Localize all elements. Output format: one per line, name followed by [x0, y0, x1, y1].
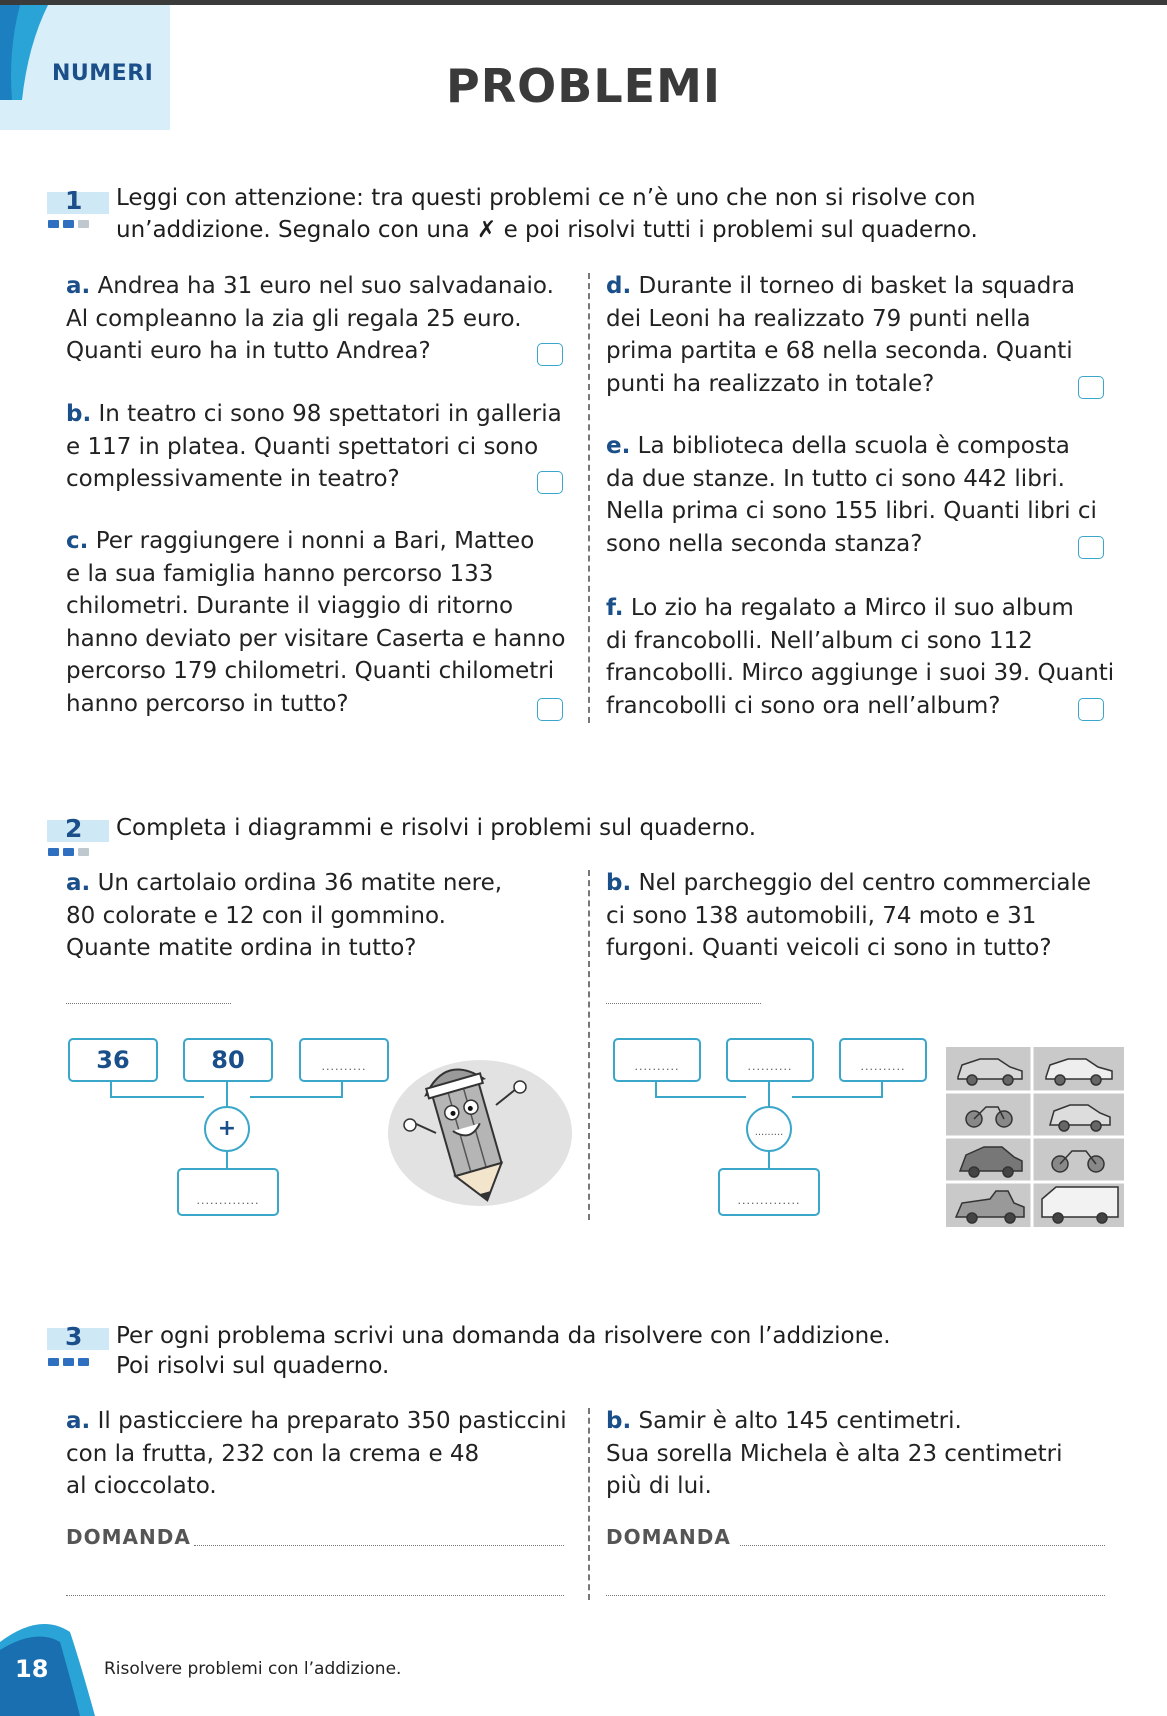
diagram-b-operator[interactable]: ......... — [746, 1106, 792, 1152]
footer-caption: Risolvere problemi con l’addizione. — [104, 1659, 402, 1679]
answer-line-2a[interactable] — [66, 1003, 231, 1004]
question-line-b-2[interactable] — [606, 1595, 1105, 1596]
exercise-number-3: 3 — [47, 1328, 109, 1350]
checkbox-1e[interactable] — [1078, 536, 1104, 559]
problem-3b: b. Samir è alto 145 centimetri. Sua sorella Michela è alta 23 centimetri più di lui. — [606, 1408, 1063, 1499]
domanda-label-a: DOMANDA — [66, 1525, 191, 1549]
vehicles-grid-icon — [946, 1047, 1124, 1227]
diagram-a-box-2[interactable]: 80 — [183, 1038, 273, 1082]
problem-1d: d. Durante il torneo di basket la squadra dei Leoni ha realizzato 79 punti nella prima partita e 68 nella seconda. Quanti punti ha realizzato in totale? — [606, 273, 1075, 397]
exercise-3-instruction-line-1: Per ogni problema scrivi una domanda da risolvere con l’addizione. — [116, 1323, 891, 1349]
diagram-a-operator[interactable]: + — [204, 1106, 250, 1152]
checkbox-1d[interactable] — [1078, 376, 1104, 399]
column-divider — [588, 1408, 590, 1600]
checkbox-1f[interactable] — [1078, 698, 1104, 721]
exercise-number-1: 1 — [47, 192, 109, 214]
section-label: NUMERI — [52, 61, 154, 86]
pencil-mascot-icon — [388, 1053, 573, 1213]
page-title: PROBLEMI — [446, 59, 721, 113]
column-divider — [588, 273, 590, 723]
problem-1b: b. In teatro ci sono 98 spettatori in galleria e 117 in platea. Quanti spettatori ci sono complessivamente in teatro? — [66, 401, 562, 492]
problem-2b: b. Nel parcheggio del centro commerciale ci sono 138 automobili, 74 moto e 31 furgoni. Quanti veicoli ci sono in tutto? — [606, 870, 1092, 961]
exercise-number-2: 2 — [47, 820, 109, 842]
diagram-b-box-1[interactable]: .......... — [613, 1038, 701, 1082]
problem-1c: c. Per raggiungere i nonni a Bari, Matteo e la sua famiglia hanno percorso 133 chilometri. Durante il viaggio di ritorno hanno deviato per visitare Caserta e hanno percorso 179 chilometri. Quanti chilometri hanno percorso in tutto? — [66, 528, 566, 717]
question-line-a-1[interactable] — [194, 1545, 564, 1546]
column-divider — [588, 870, 590, 1220]
diagram-b-box-2[interactable]: .......... — [726, 1038, 814, 1082]
exercise-2-instruction: Completa i diagrammi e risolvi i problemi sul quaderno. — [116, 815, 757, 841]
checkbox-1b[interactable] — [537, 471, 563, 494]
diagram-b-result-box[interactable]: .............. — [718, 1168, 820, 1216]
question-line-b-1[interactable] — [740, 1545, 1105, 1546]
problem-3a: a. Il pasticciere ha preparato 350 pasticcini con la frutta, 232 con la crema e 48 al cioccolato. — [66, 1408, 567, 1499]
question-line-a-2[interactable] — [66, 1595, 564, 1596]
textbook-page — [0, 5, 1167, 1716]
diagram-a-box-1[interactable]: 36 — [68, 1038, 158, 1082]
problem-2a: a. Un cartolaio ordina 36 matite nere, 80 colorate e 12 con il gommino. Quante matite ordina in tutto? — [66, 870, 503, 961]
problem-1e: e. La biblioteca della scuola è composta da due stanze. In tutto ci sono 442 libri. Nella prima ci sono 155 libri. Quanti libri ci sono nella seconda stanza? — [606, 433, 1097, 557]
difficulty-dots — [48, 848, 89, 856]
difficulty-dots — [48, 1358, 89, 1366]
difficulty-dots — [48, 220, 89, 228]
checkbox-1a[interactable] — [537, 343, 563, 366]
exercise-1-instruction-line-2: un’addizione. Segnalo con una ✗ e poi risolvi tutti i problemi sul quaderno. — [116, 217, 978, 243]
checkbox-1c[interactable] — [537, 698, 563, 721]
problem-1a: a. Andrea ha 31 euro nel suo salvadanaio. Al compleanno la zia gli regala 25 euro. Quanti euro ha in tutto Andrea? — [66, 273, 554, 364]
diagram-a-box-3[interactable]: .......... — [299, 1038, 389, 1082]
page-number: 18 — [15, 1655, 49, 1683]
exercise-3-instruction-line-2: Poi risolvi sul quaderno. — [116, 1353, 390, 1379]
domanda-label-b: DOMANDA — [606, 1525, 731, 1549]
diagram-a-result-box[interactable]: .............. — [177, 1168, 279, 1216]
answer-line-2b[interactable] — [606, 1003, 761, 1004]
problem-1f: f. Lo zio ha regalato a Mirco il suo album di francobolli. Nell’album ci sono 112 francobolli. Mirco aggiunge i suoi 39. Quanti francobolli ci sono ora nell’album? — [606, 595, 1115, 719]
exercise-1-instruction-line-1: Leggi con attenzione: tra questi problemi ce n’è uno che non si risolve con — [116, 185, 976, 211]
diagram-b-box-3[interactable]: .......... — [839, 1038, 927, 1082]
